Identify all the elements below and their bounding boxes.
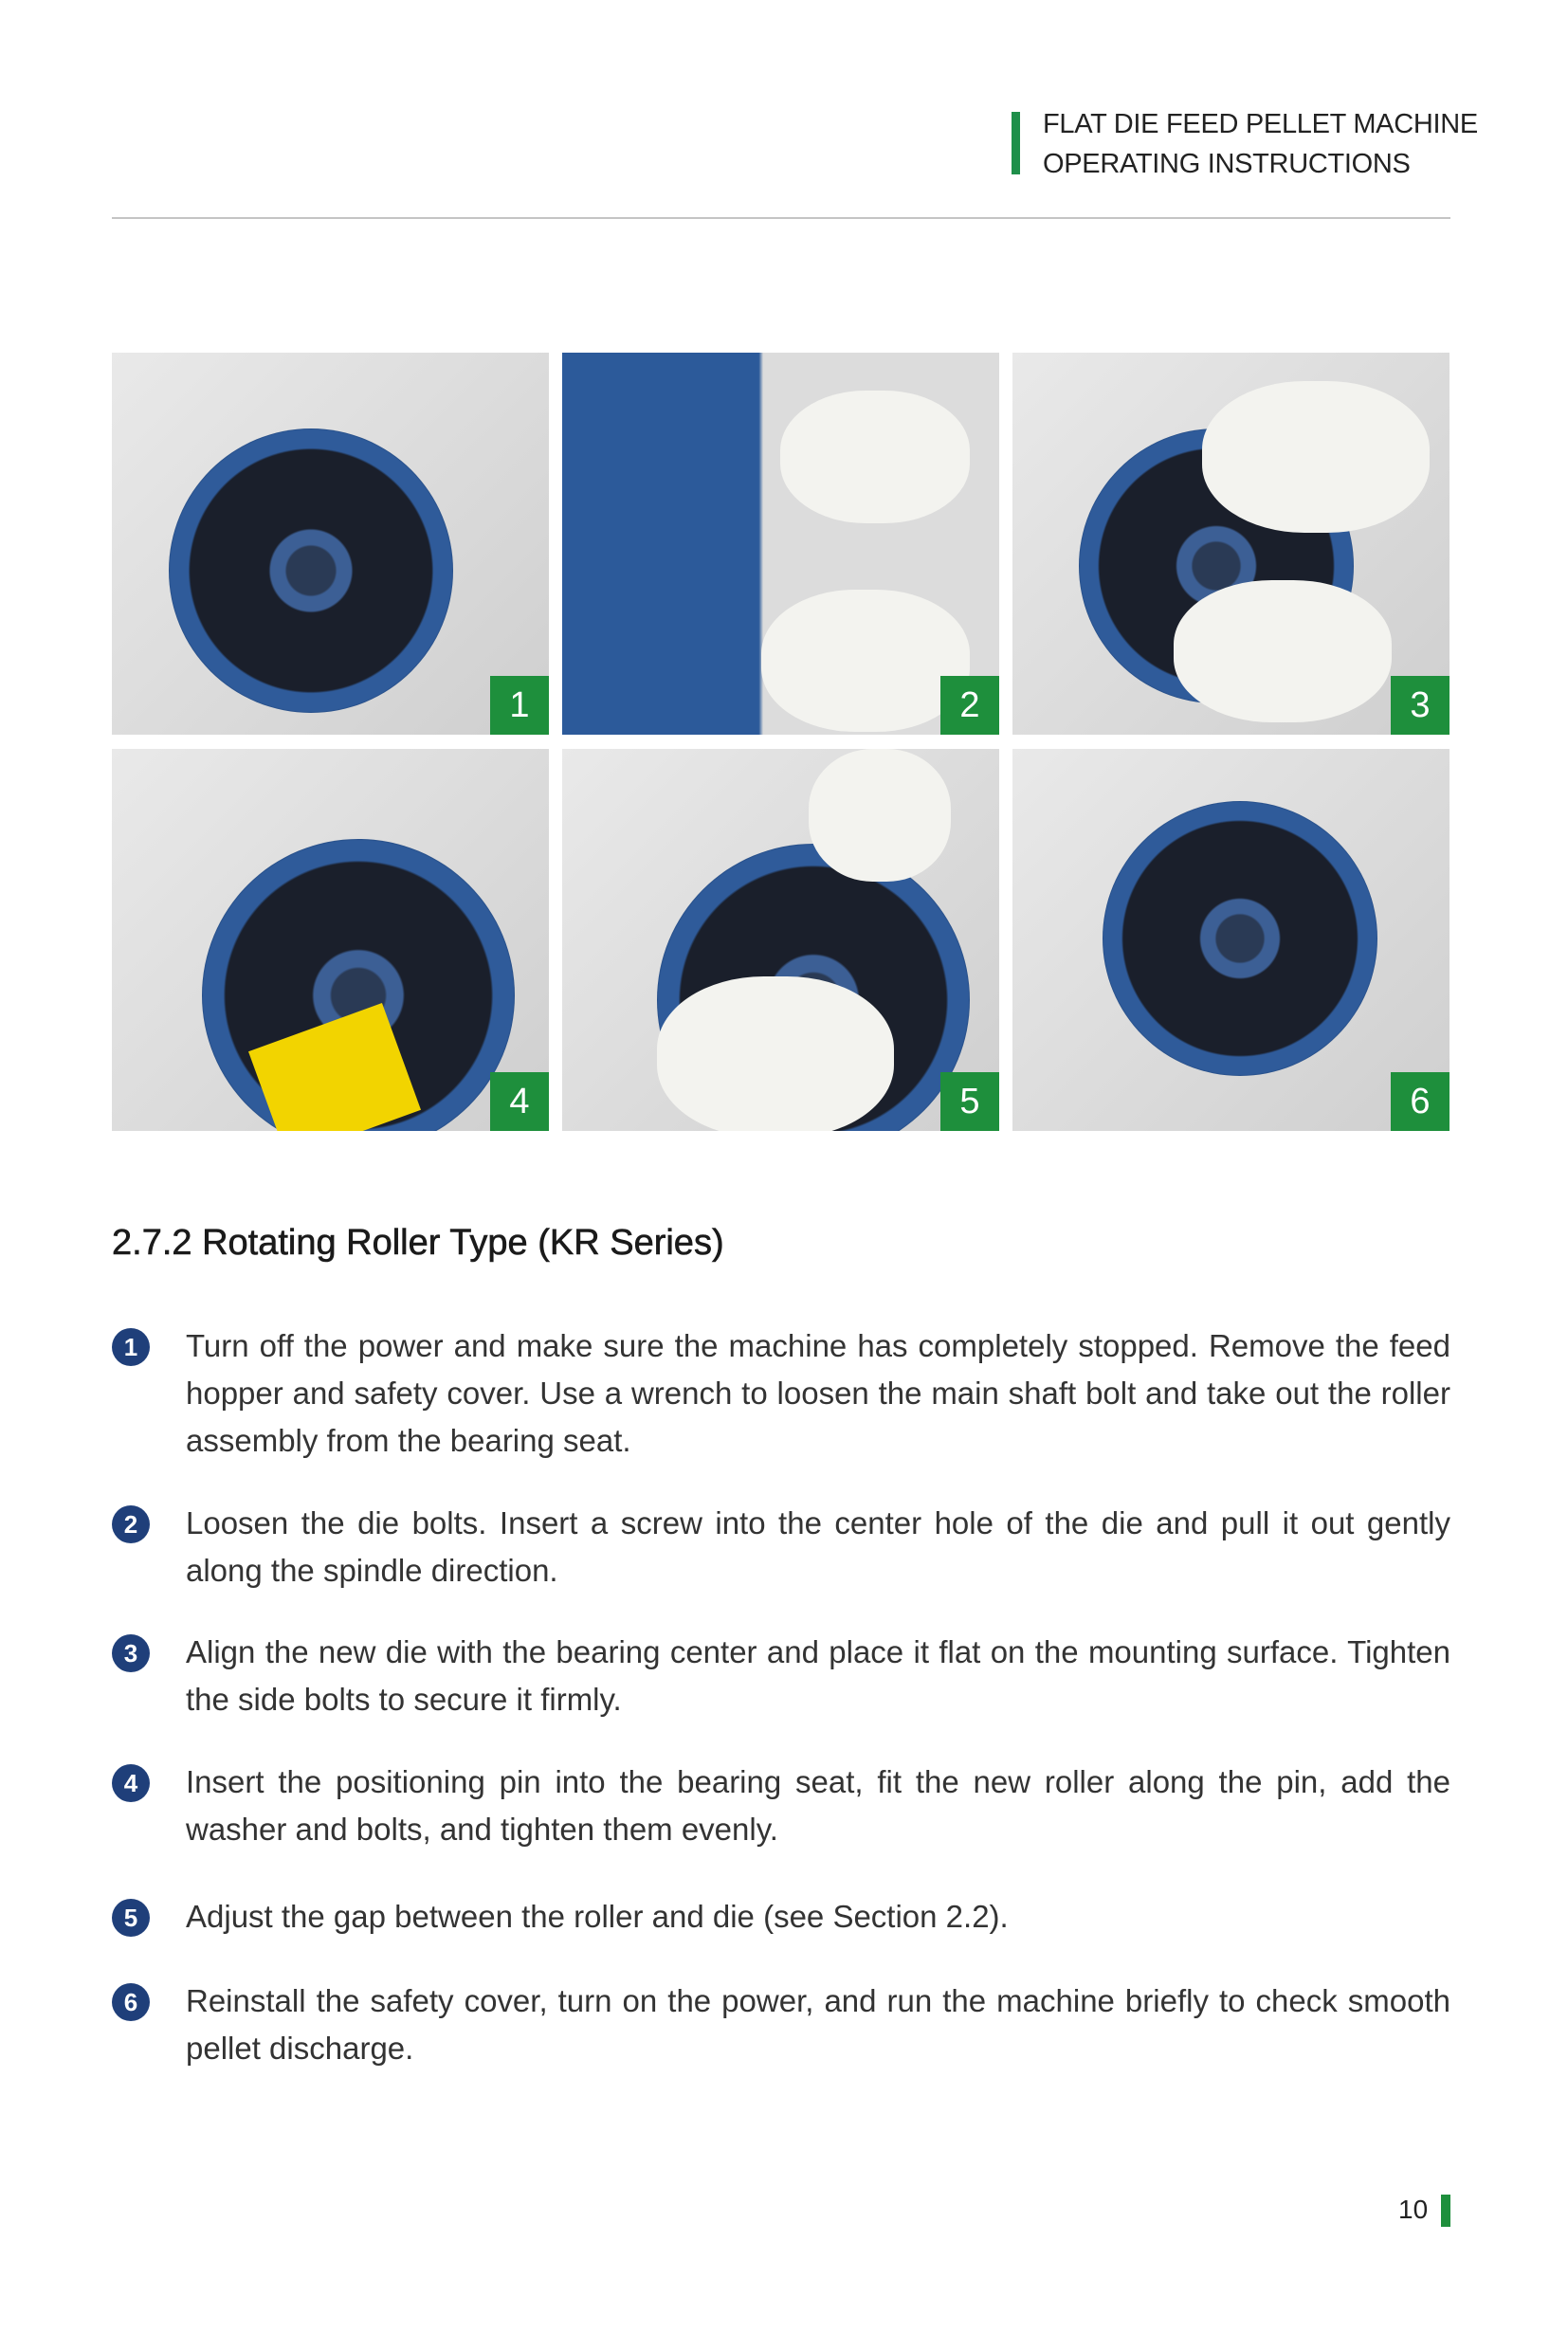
list-item [112,1977,1450,2072]
page-number: 10 [1398,2195,1429,2224]
step-text: Adjust the gap between the roller and die (see Section 2.2). [186,1899,1009,1934]
photo-badge: 2 [940,676,999,735]
list-item [112,1893,1450,1941]
step-number-badge: 5 [112,1899,150,1937]
section-heading: 2.7.2 Rotating Roller Type (KR Series) [112,1223,724,1263]
step-text: Turn off the power and make sure the machine has completely stopped. Remove the feed hopper and safety cover. Use a wrench to loosen the main shaft bolt and take out the roller assembly from the bearing seat. [186,1328,1450,1458]
photo-badge: 3 [1391,676,1449,735]
document-header [1043,104,1478,184]
list-item [112,1500,1450,1595]
photo-step-1 [112,353,549,735]
photo-badge: 6 [1391,1072,1449,1131]
step-number-badge: 1 [112,1328,150,1366]
photo-step-2 [562,353,999,735]
step-number-badge: 6 [112,1983,150,2021]
step-text: Reinstall the safety cover, turn on the power, and run the machine briefly to check smooth pellet discharge. [186,1983,1450,2066]
list-item [112,1629,1450,1723]
header-divider [112,217,1450,219]
page-number-accent [1441,2195,1450,2227]
list-item [112,1322,1450,1465]
list-item [112,1759,1450,1853]
step-number-badge: 2 [112,1505,150,1543]
photo-step-6 [1012,749,1449,1131]
photo-badge: 4 [490,1072,549,1131]
header-accent-bar [1012,112,1020,174]
step-number-badge: 4 [112,1764,150,1802]
header-title: FLAT DIE FEED PELLET MACHINE [1043,109,1478,139]
photo-step-3 [1012,353,1449,735]
photo-badge: 5 [940,1072,999,1131]
photo-step-5 [562,749,999,1131]
step-text: Align the new die with the bearing center and place it flat on the mounting surface. Tighten the side bolts to secure it firmly. [186,1634,1450,1717]
header-subtitle: OPERATING INSTRUCTIONS [1043,149,1411,179]
photo-step-4 [112,749,549,1131]
step-text: Insert the positioning pin into the bearing seat, fit the new roller along the pin, add the washer and bolts, and tighten them evenly. [186,1764,1450,1847]
step-text: Loosen the die bolts. Insert a screw into the center hole of the die and pull it out gently along the spindle direction. [186,1505,1450,1588]
step-number-badge: 3 [112,1634,150,1672]
photo-badge: 1 [490,676,549,735]
